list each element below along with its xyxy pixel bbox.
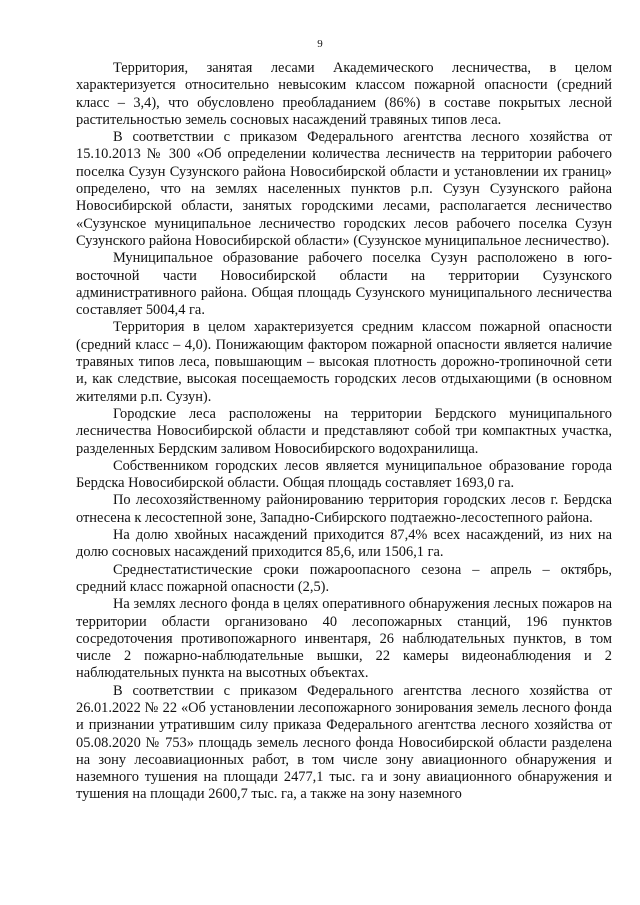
document-body bbox=[76, 60, 612, 804]
paragraph-zoning: По лесохозяйственному районированию территория городских лесов г. Бердска отнесена к лесостепной зоне, Западно-Сибирского подтаежно-лесостепного района. bbox=[76, 492, 612, 526]
paragraph-fire-season: Среднестатистические сроки пожароопасного сезона – апрель – октябрь, средний класс пожарной опасности (2,5). bbox=[76, 561, 612, 595]
paragraph-coniferous-share: На долю хвойных насаждений приходится 87,4% всех насаждений, из них на долю сосновых насаждений приходится 85,6, или 1506,1 га. bbox=[76, 527, 612, 561]
paragraph-fire-stations: На землях лесного фонда в целях оперативного обнаружения лесных пожаров на территории области организовано 40 лесопожарных станций, 196 пунктов сосредоточения противопожарного инвентаря, 26 наблюдательных пунктов, в том числе 2 пожарно-наблюдательные вышки, 22 камеры видеонаблюдения и 2 наблюдательных пункта на высотных объектах. bbox=[76, 596, 612, 682]
paragraph-suzun-fire-class: Территория в целом характеризуется средним классом пожарной опасности (средний класс – 4,0). Понижающим фактором пожарной опасности является наличие травяных типов леса, повышающим – высокая плотность дорожно-тропиночной сети и, как следствие, высокая посещаемость городских лесов отдыхающими (в основном жителями р.п. Сузун). bbox=[76, 319, 612, 405]
paragraph-berdsk-owner: Собственником городских лесов является муниципальное образование города Бердска Новосибирской области. Общая площадь составляет 1693,0 га. bbox=[76, 457, 612, 492]
paragraph-berdsk-forests: Городские леса расположены на территории Бердского муниципального лесничества Новосибирской области и представляют собой три компактных участка, разделенных Бердским заливом Новосибирского водохранилища. bbox=[76, 405, 612, 457]
page-number: 9 bbox=[317, 38, 323, 50]
paragraph-suzun-municipality: Муниципальное образование рабочего поселка Сузун расположено в юго-восточной части Новосибирской области на территории Сузунского административного района. Общая площадь Сузунского муниципального лесничества составляет 5004,4 га. bbox=[76, 250, 612, 319]
paragraph-order-300: В соответствии с приказом Федерального агентства лесного хозяйства от 15.10.2013 № 300 «Об определении количества лесничеств на территории рабочего поселка Сузун Сузунского района Новосибирской области и установлении их границ» определено, что на землях населенных пунктов р.п. Сузун Сузунского района Новосибирской области, занятых городскими лесами, располагается лесничество «Сузунское муниципальное лесничество городских лесов рабочего поселка Сузун Сузунского района Новосибирской области» (Сузунское муниципальное лесничество). bbox=[76, 129, 612, 249]
paragraph-order-22: В соответствии с приказом Федерального агентства лесного хозяйства от 26.01.2022 № 22 «Об установлении лесопожарного зонирования земель лесного фонда и признании утратившим силу приказа Федерального агентства лесного хозяйства от 05.08.2020 № 753» площадь земель лесного фонда Новосибирской области разделена на зону лесоавиационных работ, в том числе зону авиационного обнаружения и наземного тушения на площади 2477,1 тыс. га и зону авиационного обнаружения и тушения на площади 2600,7 тыс. га, а также на зону наземного bbox=[76, 682, 612, 803]
paragraph-akademicheskoe-forestry: Территория, занятая лесами Академического лесничества, в целом характеризуется относительно невысоким классом пожарной опасности (средний класс – 3,4), что обусловлено преобладанием (86%) в составе покрытых лесной растительностью земель сосновых насаждений травяных типов леса. bbox=[76, 60, 612, 128]
